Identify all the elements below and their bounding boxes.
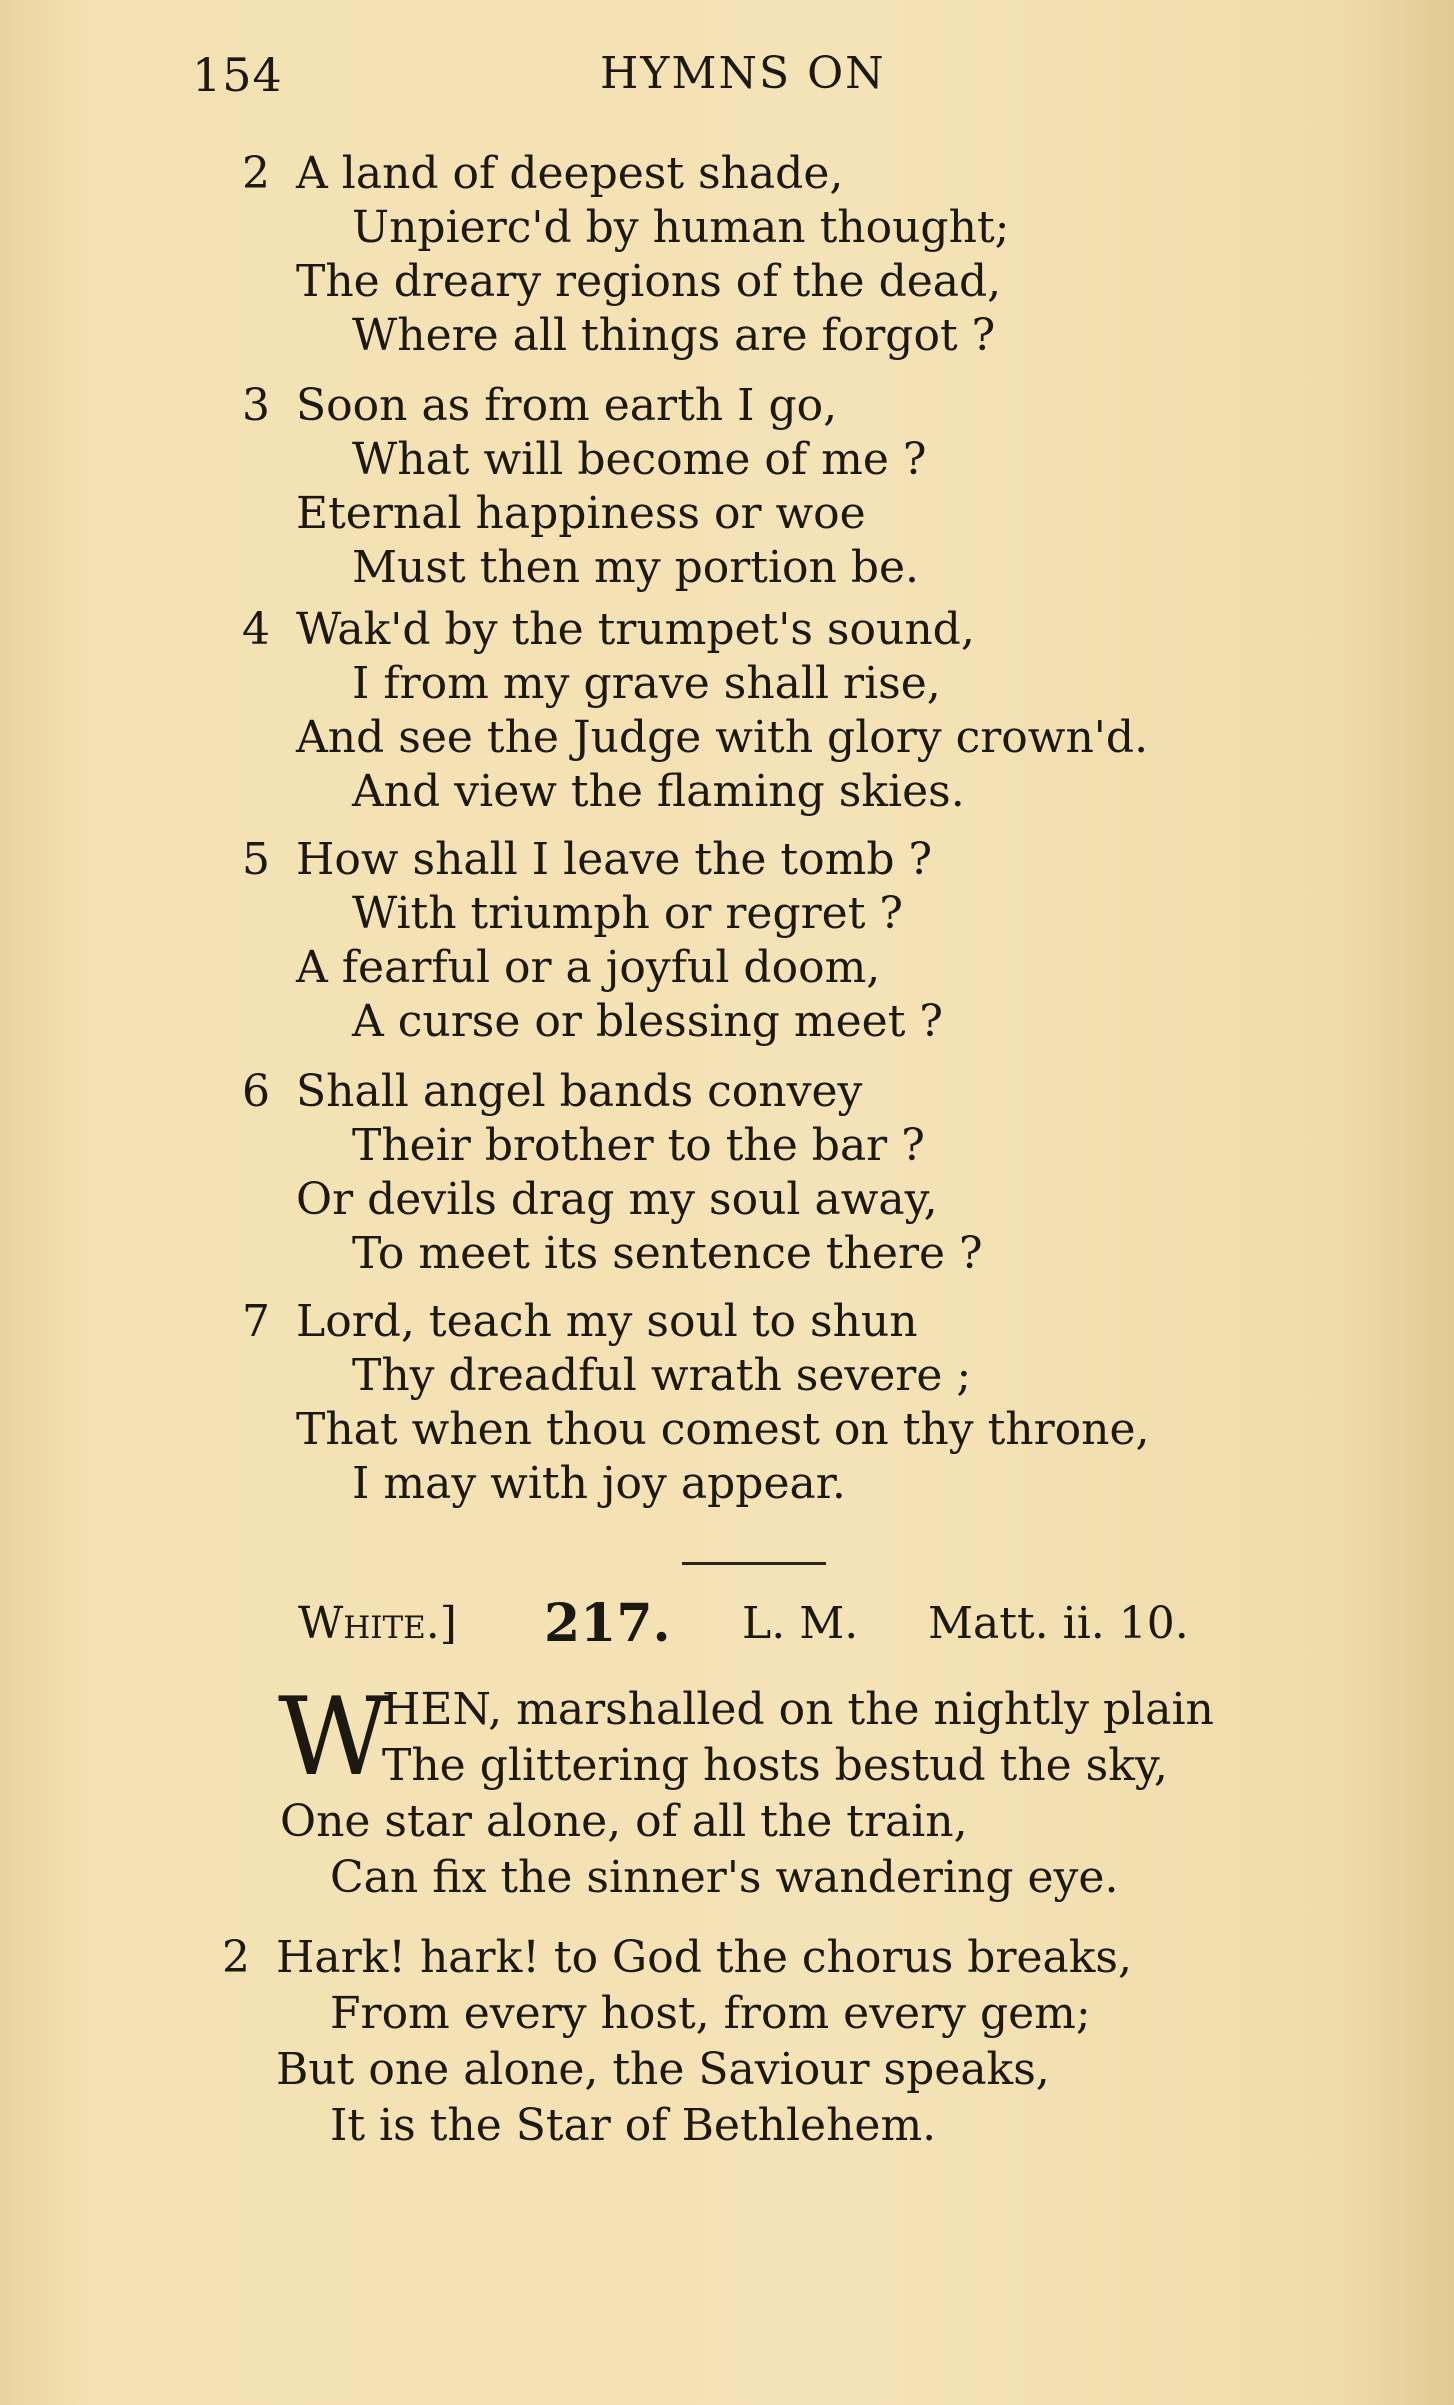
- verse-line: A fearful or a joyful doom,: [296, 942, 881, 993]
- page-header: [0, 48, 1454, 108]
- hymn-meter: L. M.: [742, 1598, 859, 1649]
- hymn-heading: [0, 1593, 1454, 1658]
- verse-line: It is the Star of Bethlehem.: [330, 2100, 937, 2151]
- scripture-reference: Matt. ii. 10.: [928, 1598, 1189, 1649]
- verse-line: Lord, teach my soul to shun: [296, 1296, 918, 1347]
- verse-line: And see the Judge with glory crown'd.: [296, 712, 1149, 763]
- stanza-number: 6: [242, 1066, 270, 1117]
- verse-line: I from my grave shall rise,: [352, 658, 941, 709]
- verse-line: Soon as from earth I go,: [296, 380, 838, 431]
- verse-line: I may with joy appear.: [352, 1458, 846, 1509]
- stanza-number: 2: [242, 148, 270, 199]
- stanza-number: 4: [242, 604, 270, 655]
- verse-line: Thy dreadful wrath severe ;: [352, 1350, 972, 1401]
- stanza-number: 2: [222, 1932, 250, 1983]
- verse-line: Or devils drag my soul away,: [296, 1174, 938, 1225]
- verse-line: What will become of me ?: [352, 434, 927, 485]
- stanza-number: 3: [242, 380, 270, 431]
- verse-line: Unpierc'd by human thought;: [352, 202, 1010, 253]
- stanza-number: 7: [242, 1296, 270, 1347]
- verse-line: Must then my portion be.: [352, 542, 920, 593]
- verse-line: And view the flaming skies.: [352, 766, 965, 817]
- stanza-number: 5: [242, 834, 270, 885]
- verse-line: A land of deepest shade,: [296, 148, 844, 199]
- verse-line: To meet its sentence there ?: [352, 1228, 983, 1279]
- verse-line: The glittering hosts bestud the sky,: [382, 1740, 1168, 1791]
- drop-cap: W: [278, 1675, 390, 1800]
- hymn-number: 217.: [544, 1593, 671, 1654]
- verse-line: Eternal happiness or woe: [296, 488, 866, 539]
- page-number: 154: [192, 48, 283, 102]
- verse-line: HEN, marshalled on the nightly plain: [382, 1684, 1214, 1735]
- verse-line: Wak'd by the trumpet's sound,: [296, 604, 975, 655]
- verse-line: Where all things are forgot ?: [352, 310, 996, 361]
- verse-line: How shall I leave the tomb ?: [296, 834, 933, 885]
- tune-name: White.]: [298, 1598, 457, 1649]
- verse-line: A curse or blessing meet ?: [352, 996, 943, 1047]
- verse-line: With triumph or regret ?: [352, 888, 903, 939]
- verse-line: Can fix the sinner's wandering eye.: [330, 1852, 1119, 1903]
- verse-line: Their brother to the bar ?: [352, 1120, 925, 1171]
- verse-line: Hark! hark! to God the chorus breaks,: [276, 1932, 1133, 1983]
- verse-line: But one alone, the Saviour speaks,: [276, 2044, 1050, 2095]
- section-divider: [682, 1562, 826, 1565]
- running-title: HYMNS ON: [600, 48, 886, 99]
- verse-line: From every host, from every gem;: [330, 1988, 1091, 2039]
- verse-line: The dreary regions of the dead,: [296, 256, 1002, 307]
- verse-line: That when thou comest on thy throne,: [296, 1404, 1150, 1455]
- verse-line: One star alone, of all the train,: [280, 1796, 968, 1847]
- verse-line: Shall angel bands convey: [296, 1066, 863, 1117]
